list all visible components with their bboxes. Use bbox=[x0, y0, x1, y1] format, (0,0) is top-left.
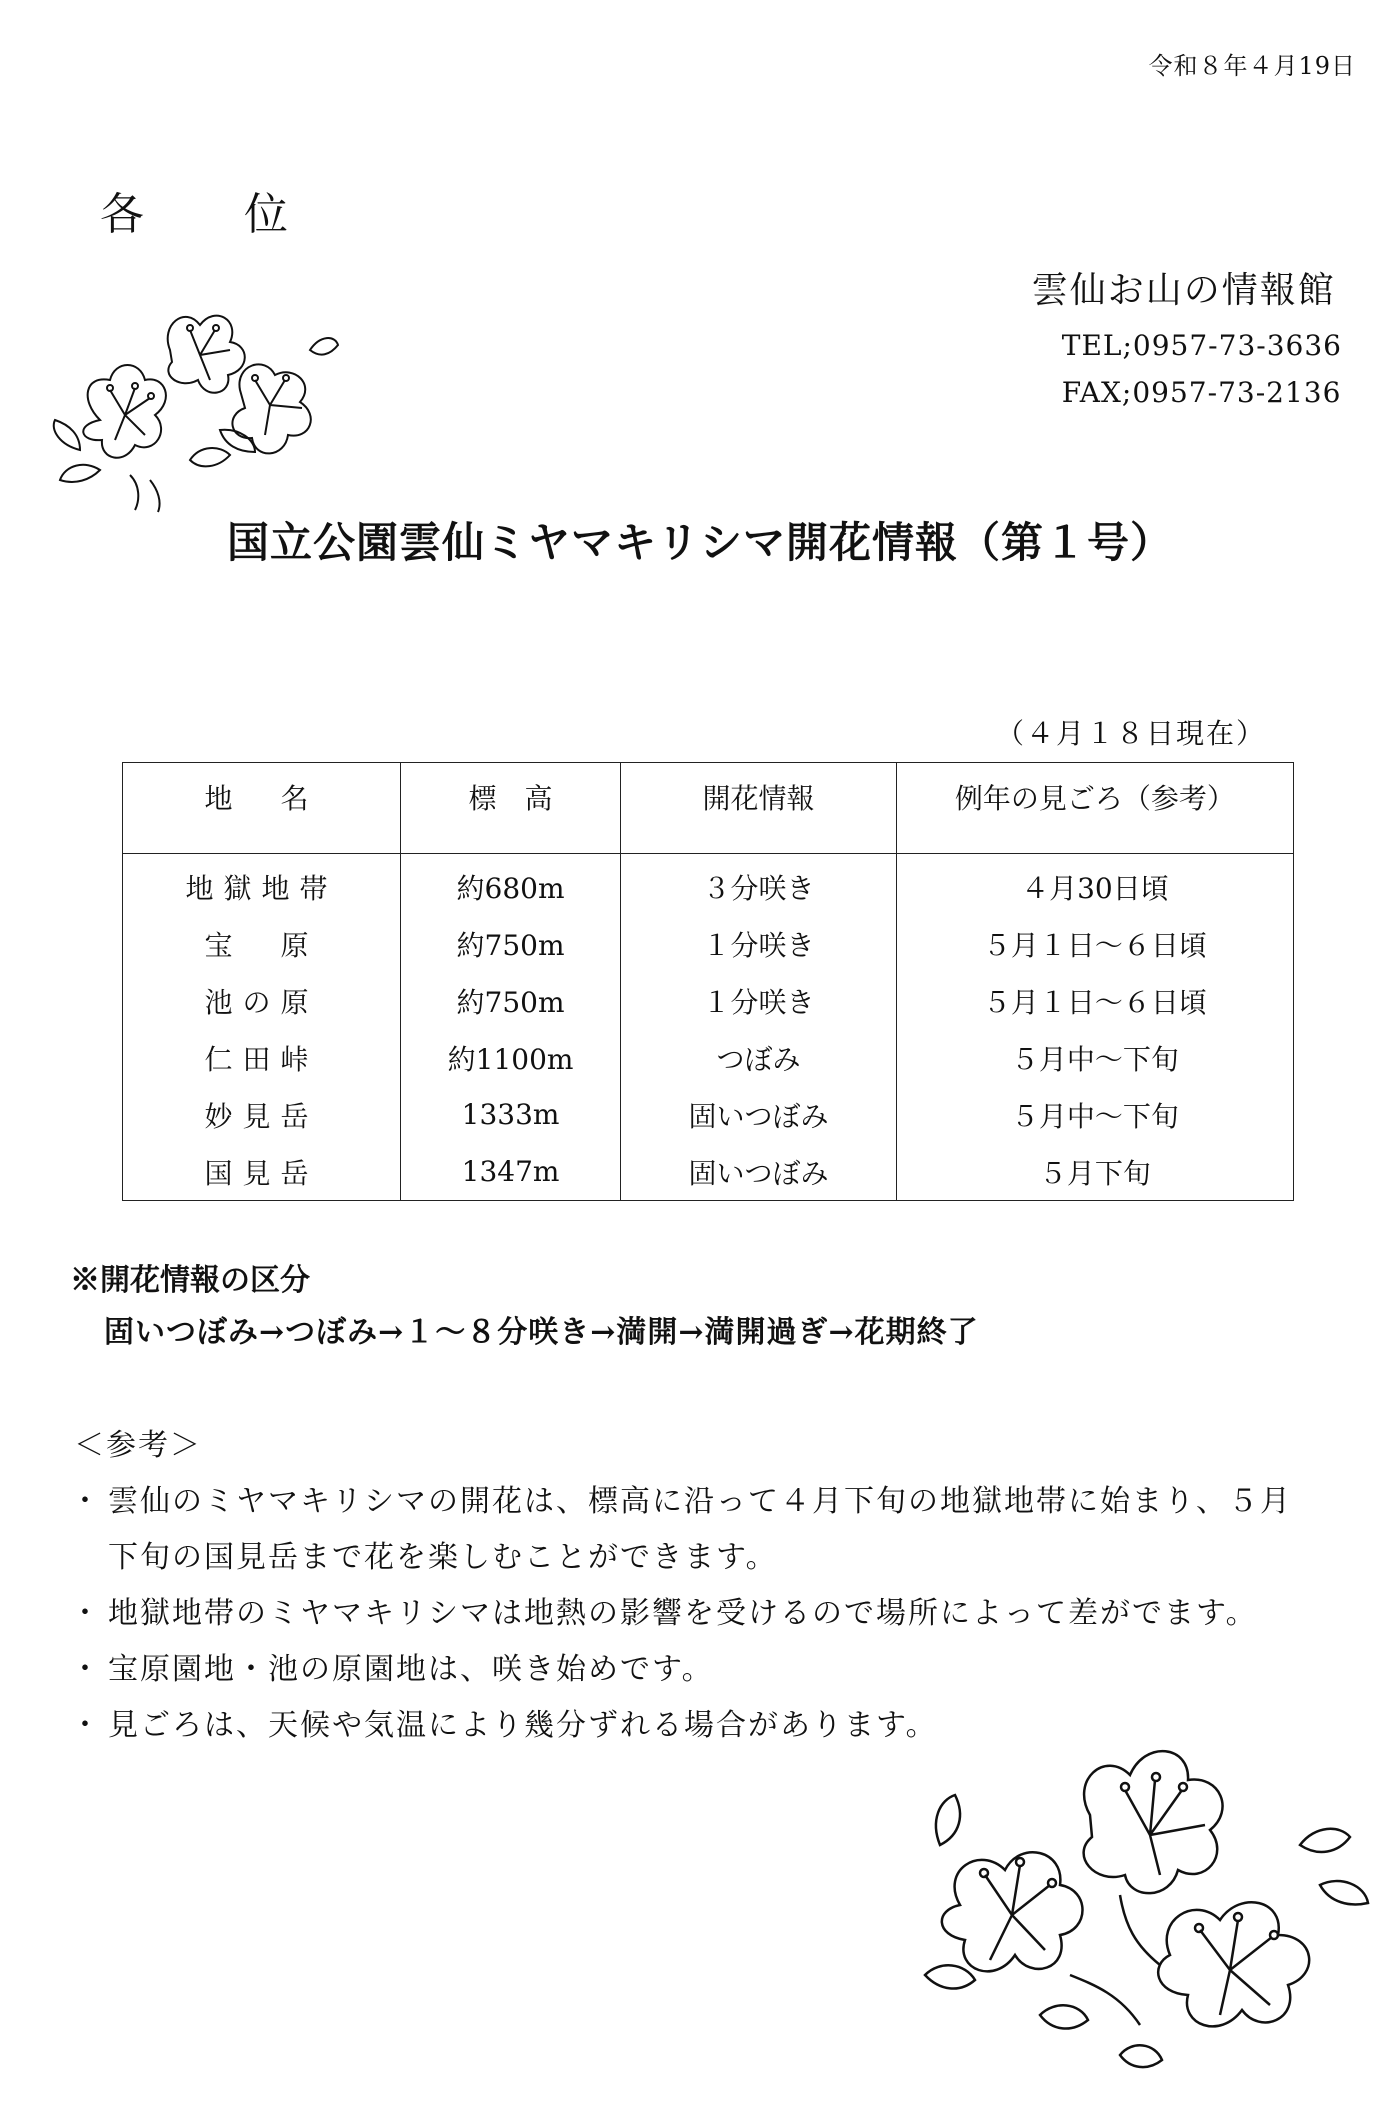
table-row bbox=[123, 1029, 1294, 1086]
table-header-row bbox=[123, 763, 1294, 854]
sender-name: 雲仙お山の情報館 bbox=[1031, 270, 1336, 311]
cell-place: 仁田峠 bbox=[123, 1029, 401, 1086]
list-item bbox=[70, 1586, 1360, 1642]
cell-place: 池の原 bbox=[123, 972, 401, 1029]
page-title: 国立公園雲仙ミヤマキリシマ開花情報（第１号） bbox=[226, 518, 1173, 567]
cell-status: １分咲き bbox=[621, 915, 897, 972]
cell-status: 固いつぼみ bbox=[621, 1086, 897, 1143]
cell-place: 妙見岳 bbox=[123, 1086, 401, 1143]
header-peak: 例年の見ごろ（参考） bbox=[896, 763, 1293, 854]
note-text: 雲仙のミヤマキリシマの開花は、標高に沿って４月下旬の地獄地帯に始まり、５月 bbox=[108, 1484, 1292, 1519]
table-row bbox=[123, 1086, 1294, 1143]
list-item bbox=[70, 1642, 1360, 1698]
sender-tel: TEL;0957-73-3636 bbox=[1061, 329, 1342, 362]
cell-place: 宝 原 bbox=[123, 915, 401, 972]
cell-elevation: 1333m bbox=[400, 1086, 620, 1143]
note-text: 見ごろは、天候や気温により幾分ずれる場合があります。 bbox=[108, 1708, 938, 1743]
cell-elevation: 約680m bbox=[400, 854, 620, 916]
note-text: 宝原園地・池の原園地は、咲き始めです。 bbox=[108, 1652, 714, 1687]
table-row bbox=[123, 972, 1294, 1029]
cell-status: つぼみ bbox=[621, 1029, 897, 1086]
note-text-continued: 下旬の国見岳まで花を楽しむことができます。 bbox=[108, 1540, 778, 1575]
header-status: 開花情報 bbox=[621, 763, 897, 854]
cell-peak: ５月１日～６日頃 bbox=[896, 915, 1293, 972]
cell-peak: ５月中～下旬 bbox=[896, 1086, 1293, 1143]
reference-notes bbox=[70, 1474, 1360, 1754]
table-row bbox=[123, 854, 1294, 916]
cell-status: 固いつぼみ bbox=[621, 1143, 897, 1201]
reference-heading: ＜参考＞ bbox=[74, 1428, 202, 1463]
addressee-char-2: 位 bbox=[244, 189, 288, 240]
cell-peak: ５月１日～６日頃 bbox=[896, 972, 1293, 1029]
cell-place: 国見岳 bbox=[123, 1143, 401, 1201]
sender-fax: FAX;0957-73-2136 bbox=[1061, 376, 1342, 409]
table-row bbox=[123, 915, 1294, 972]
legend-title: ※開花情報の区分 bbox=[70, 1263, 310, 1298]
as-of-date: （４月１８日現在） bbox=[995, 717, 1266, 750]
table-row bbox=[123, 1143, 1294, 1201]
cell-elevation: 約1100m bbox=[400, 1029, 620, 1086]
list-item bbox=[70, 1474, 1360, 1530]
addressee bbox=[100, 178, 288, 242]
cell-elevation: 1347m bbox=[400, 1143, 620, 1201]
note-text: 地獄地帯のミヤマキリシマは地熱の影響を受けるので場所によって差がでます。 bbox=[108, 1596, 1258, 1631]
bloom-table bbox=[122, 762, 1294, 1201]
cell-peak: ４月30日頃 bbox=[896, 854, 1293, 916]
bullet: ・ bbox=[70, 1484, 102, 1519]
cell-peak: ５月中～下旬 bbox=[896, 1029, 1293, 1086]
cell-status: ３分咲き bbox=[621, 854, 897, 916]
legend-body: 固いつぼみ→つぼみ→１～８分咲き→満開→満開過ぎ→花期終了 bbox=[104, 1315, 979, 1350]
azalea-illustration-icon bbox=[920, 1725, 1380, 2095]
cell-elevation: 約750m bbox=[400, 915, 620, 972]
bullet: ・ bbox=[70, 1708, 102, 1743]
document-date: 令和８年４月19日 bbox=[1148, 52, 1356, 80]
bullet: ・ bbox=[70, 1596, 102, 1631]
cell-elevation: 約750m bbox=[400, 972, 620, 1029]
azalea-illustration-icon bbox=[40, 280, 340, 520]
addressee-char-1: 各 bbox=[100, 189, 144, 240]
bullet: ・ bbox=[70, 1652, 102, 1687]
header-elevation: 標 高 bbox=[400, 763, 620, 854]
sender-block bbox=[1032, 262, 1342, 423]
header-place: 地 名 bbox=[123, 763, 401, 854]
cell-place: 地獄地帯 bbox=[123, 854, 401, 916]
cell-peak: ５月下旬 bbox=[896, 1143, 1293, 1201]
cell-status: １分咲き bbox=[621, 972, 897, 1029]
